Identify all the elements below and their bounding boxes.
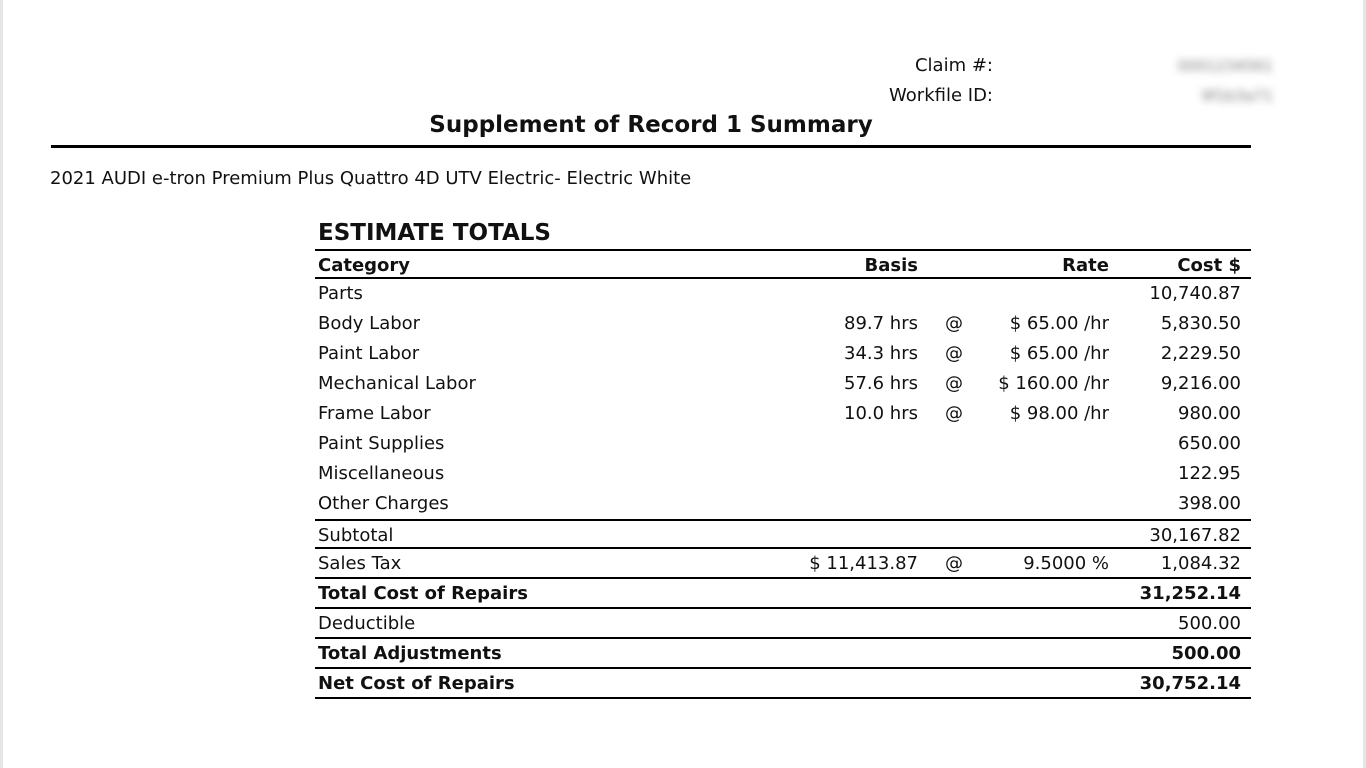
row-category: Paint Supplies xyxy=(318,433,445,454)
table-row xyxy=(315,549,1251,579)
table-row xyxy=(315,459,1251,489)
row-at-sign: @ xyxy=(945,373,963,394)
row-cost: 5,830.50 xyxy=(1160,313,1241,334)
row-cost: 10,740.87 xyxy=(1149,283,1241,304)
table-row xyxy=(315,489,1251,519)
row-rate: $ 65.00 /hr xyxy=(1009,313,1109,334)
row-category: Subtotal xyxy=(318,525,394,546)
table-row xyxy=(315,669,1251,699)
row-cost: 9,216.00 xyxy=(1160,373,1241,394)
row-at-sign: @ xyxy=(945,553,963,574)
row-category: Parts xyxy=(318,283,363,304)
table-row xyxy=(315,639,1251,669)
workfile-id-label: Workfile ID: xyxy=(889,85,993,106)
row-category: Deductible xyxy=(318,613,416,634)
table-row xyxy=(315,579,1251,609)
row-rate: 9.5000 % xyxy=(1023,553,1109,574)
document-page xyxy=(3,0,1363,768)
row-category: Body Labor xyxy=(318,313,421,334)
claim-number-value: 0001234561 xyxy=(1177,57,1273,75)
table-row xyxy=(315,429,1251,459)
row-cost: 650.00 xyxy=(1178,433,1241,454)
row-at-sign: @ xyxy=(945,343,963,364)
row-cost: 31,252.14 xyxy=(1139,583,1241,604)
row-at-sign: @ xyxy=(945,313,963,334)
row-cost: 500.00 xyxy=(1178,613,1241,634)
row-basis: 89.7 hrs xyxy=(844,313,918,334)
row-basis: 34.3 hrs xyxy=(844,343,918,364)
row-category: Total Adjustments xyxy=(318,643,502,664)
row-category: Paint Labor xyxy=(318,343,420,364)
claim-number-label: Claim #: xyxy=(914,55,993,76)
row-category: Miscellaneous xyxy=(318,463,445,484)
row-rate: $ 98.00 /hr xyxy=(1009,403,1109,424)
table-header-row xyxy=(315,249,1251,279)
row-basis: 57.6 hrs xyxy=(844,373,918,394)
vehicle-description: 2021 AUDI e-tron Premium Plus Quattro 4D UTV Electric- Electric White xyxy=(50,168,692,189)
row-cost: 980.00 xyxy=(1178,403,1241,424)
row-at-sign: @ xyxy=(945,403,963,424)
table-row xyxy=(315,339,1251,369)
page-title: Supplement of Record 1 Summary xyxy=(429,112,873,138)
column-header-cost: Cost $ xyxy=(1177,255,1241,276)
row-cost: 398.00 xyxy=(1178,493,1241,514)
row-category: Mechanical Labor xyxy=(318,373,476,394)
estimate-totals-table xyxy=(315,249,1251,699)
row-cost: 122.95 xyxy=(1178,463,1241,484)
row-category: Frame Labor xyxy=(318,403,431,424)
table-row xyxy=(315,309,1251,339)
row-category: Total Cost of Repairs xyxy=(318,583,528,604)
table-row xyxy=(315,519,1251,549)
row-category: Net Cost of Repairs xyxy=(318,673,515,694)
title-divider xyxy=(51,145,1251,148)
row-category: Sales Tax xyxy=(318,553,402,574)
row-cost: 2,229.50 xyxy=(1160,343,1241,364)
table-row xyxy=(315,279,1251,309)
row-cost: 30,752.14 xyxy=(1139,673,1241,694)
workfile-id-value: 9f1b3a71 xyxy=(1201,87,1273,105)
row-basis: 10.0 hrs xyxy=(844,403,918,424)
table-body xyxy=(315,279,1251,699)
row-cost: 30,167.82 xyxy=(1149,525,1241,546)
table-row xyxy=(315,609,1251,639)
row-rate: $ 65.00 /hr xyxy=(1009,343,1109,364)
row-basis: $ 11,413.87 xyxy=(809,553,918,574)
row-rate: $ 160.00 /hr xyxy=(998,373,1109,394)
row-cost: 500.00 xyxy=(1171,643,1241,664)
column-header-basis: Basis xyxy=(864,255,918,276)
row-category: Other Charges xyxy=(318,493,449,514)
section-title: ESTIMATE TOTALS xyxy=(318,220,551,246)
column-header-rate: Rate xyxy=(1062,255,1109,276)
table-row xyxy=(315,369,1251,399)
column-header-category: Category xyxy=(318,255,411,276)
row-cost: 1,084.32 xyxy=(1160,553,1241,574)
table-row xyxy=(315,399,1251,429)
